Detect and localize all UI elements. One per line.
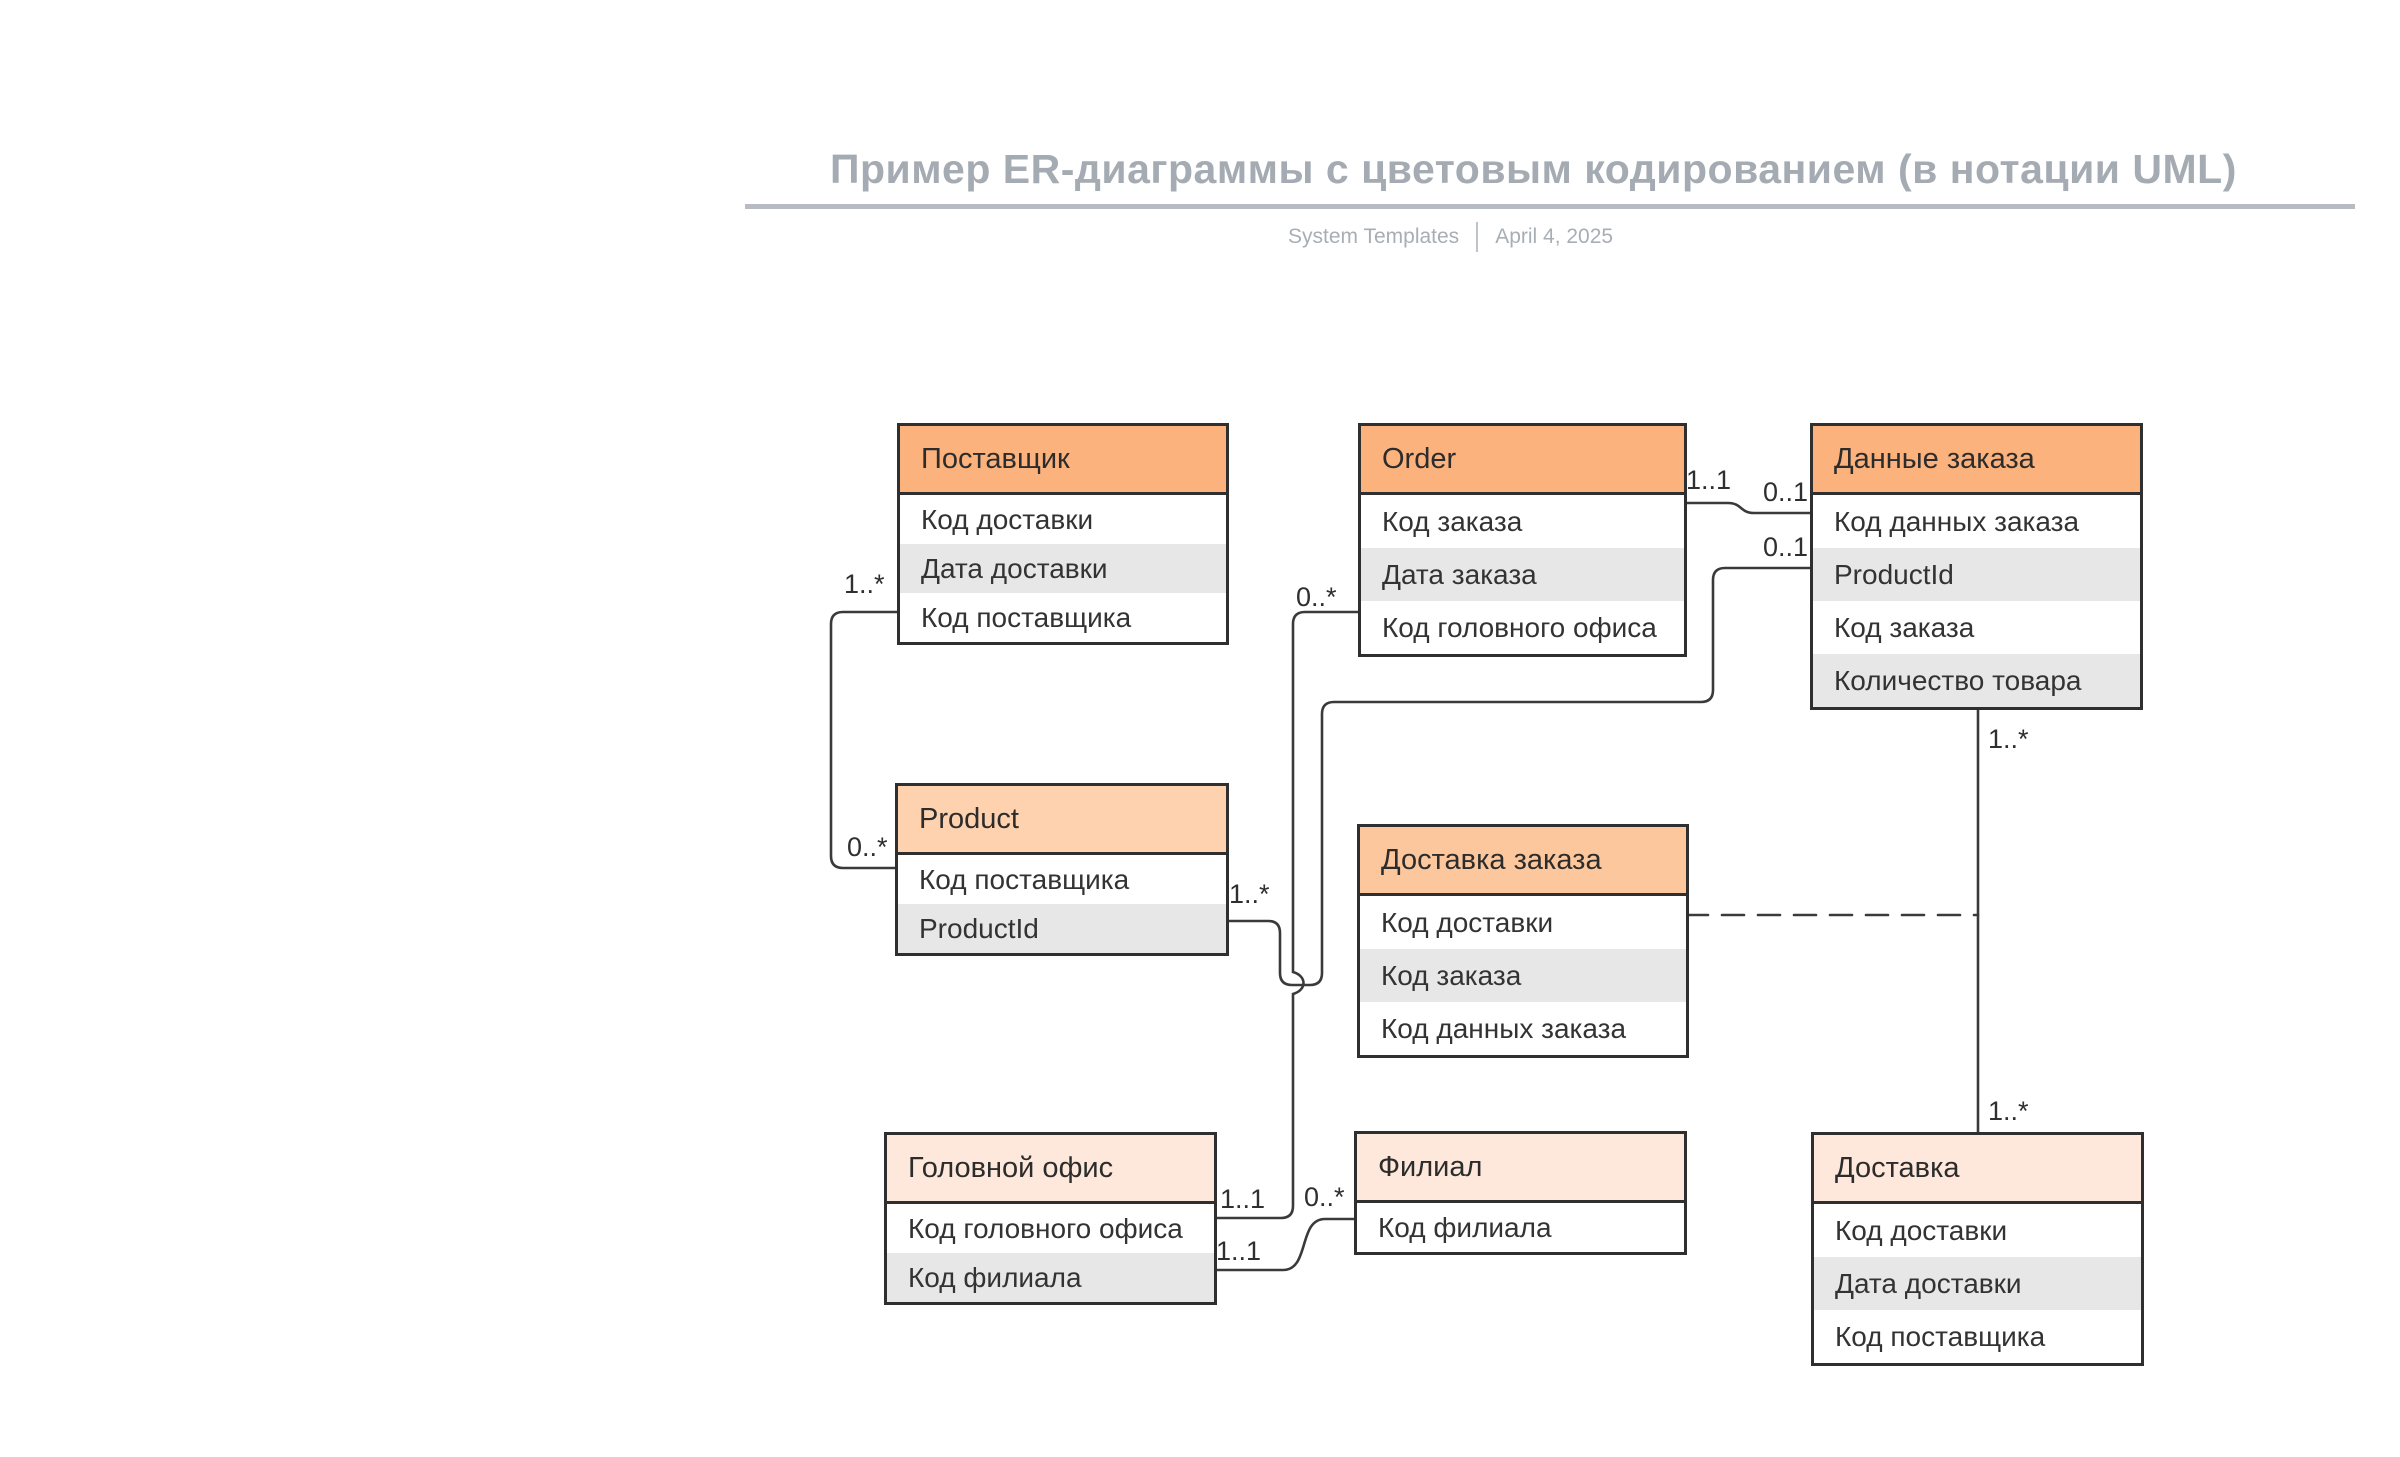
- multiplicity-label: 0..*: [1304, 1182, 1345, 1212]
- entity-order-delivery[interactable]: [1357, 824, 1689, 1058]
- entity-head-office-header: Головной офис: [887, 1135, 1214, 1204]
- entity-branch-header: Филиал: [1357, 1134, 1684, 1203]
- subtitle-date: April 4, 2025: [1495, 225, 1614, 248]
- page-title: Пример ER-диаграммы с цветовым кодированием (в нотации UML): [830, 146, 2237, 192]
- attribute-row: Дата заказа: [1361, 548, 1684, 601]
- multiplicity-label: 1..*: [1988, 1096, 2029, 1126]
- entity-supplier[interactable]: [897, 423, 1229, 645]
- attribute-row: Дата доставки: [900, 544, 1226, 593]
- entity-head-office[interactable]: [884, 1132, 1217, 1305]
- entity-order-data[interactable]: [1810, 423, 2143, 710]
- multiplicity-label: 0..*: [847, 832, 888, 862]
- attribute-row: Код заказа: [1360, 949, 1686, 1002]
- connector-supplier-product: [831, 612, 897, 868]
- attribute-row: Код поставщика: [1814, 1310, 2141, 1363]
- entity-delivery-header: Доставка: [1814, 1135, 2141, 1204]
- entity-order-data-header: Данные заказа: [1813, 426, 2140, 495]
- attribute-row: Код заказа: [1361, 495, 1684, 548]
- attribute-row: Код филиала: [887, 1253, 1214, 1302]
- attribute-row: Код данных заказа: [1360, 1002, 1686, 1055]
- entity-delivery[interactable]: [1811, 1132, 2144, 1366]
- attribute-row: Код поставщика: [898, 855, 1226, 904]
- multiplicity-label: 1..1: [1216, 1236, 1262, 1266]
- multiplicity-label: 1..*: [1988, 724, 2029, 754]
- subtitle-source: System Templates: [1288, 225, 1460, 248]
- multiplicity-label: 0..1: [1763, 477, 1809, 507]
- entity-branch[interactable]: [1354, 1131, 1687, 1255]
- attribute-row: Код доставки: [1814, 1204, 2141, 1257]
- entity-supplier-header: Поставщик: [900, 426, 1226, 495]
- attribute-row: Код заказа: [1813, 601, 2140, 654]
- attribute-row: ProductId: [1813, 548, 2140, 601]
- multiplicity-label: 0..1: [1763, 532, 1809, 562]
- multiplicity-label: 0..*: [1296, 582, 1337, 612]
- attribute-row: Код филиала: [1357, 1203, 1684, 1252]
- attribute-row: Дата доставки: [1814, 1257, 2141, 1310]
- multiplicity-label: 1..1: [1220, 1184, 1266, 1214]
- attribute-row: Код поставщика: [900, 593, 1226, 642]
- entity-order[interactable]: [1358, 423, 1687, 657]
- entity-order-delivery-header: Доставка заказа: [1360, 827, 1686, 896]
- attribute-row: Код головного офиса: [887, 1204, 1214, 1253]
- attribute-row: Код данных заказа: [1813, 495, 2140, 548]
- attribute-row: Количество товара: [1813, 654, 2140, 707]
- attribute-row: Код головного офиса: [1361, 601, 1684, 654]
- entity-product[interactable]: [895, 783, 1229, 956]
- multiplicity-label: 1..1: [1686, 465, 1732, 495]
- multiplicity-label: 1..*: [844, 569, 885, 599]
- attribute-row: Код доставки: [1360, 896, 1686, 949]
- attribute-row: ProductId: [898, 904, 1226, 953]
- multiplicity-label: 1..*: [1229, 879, 1270, 909]
- attribute-row: Код доставки: [900, 495, 1226, 544]
- entity-order-header: Order: [1361, 426, 1684, 495]
- entity-product-header: Product: [898, 786, 1226, 855]
